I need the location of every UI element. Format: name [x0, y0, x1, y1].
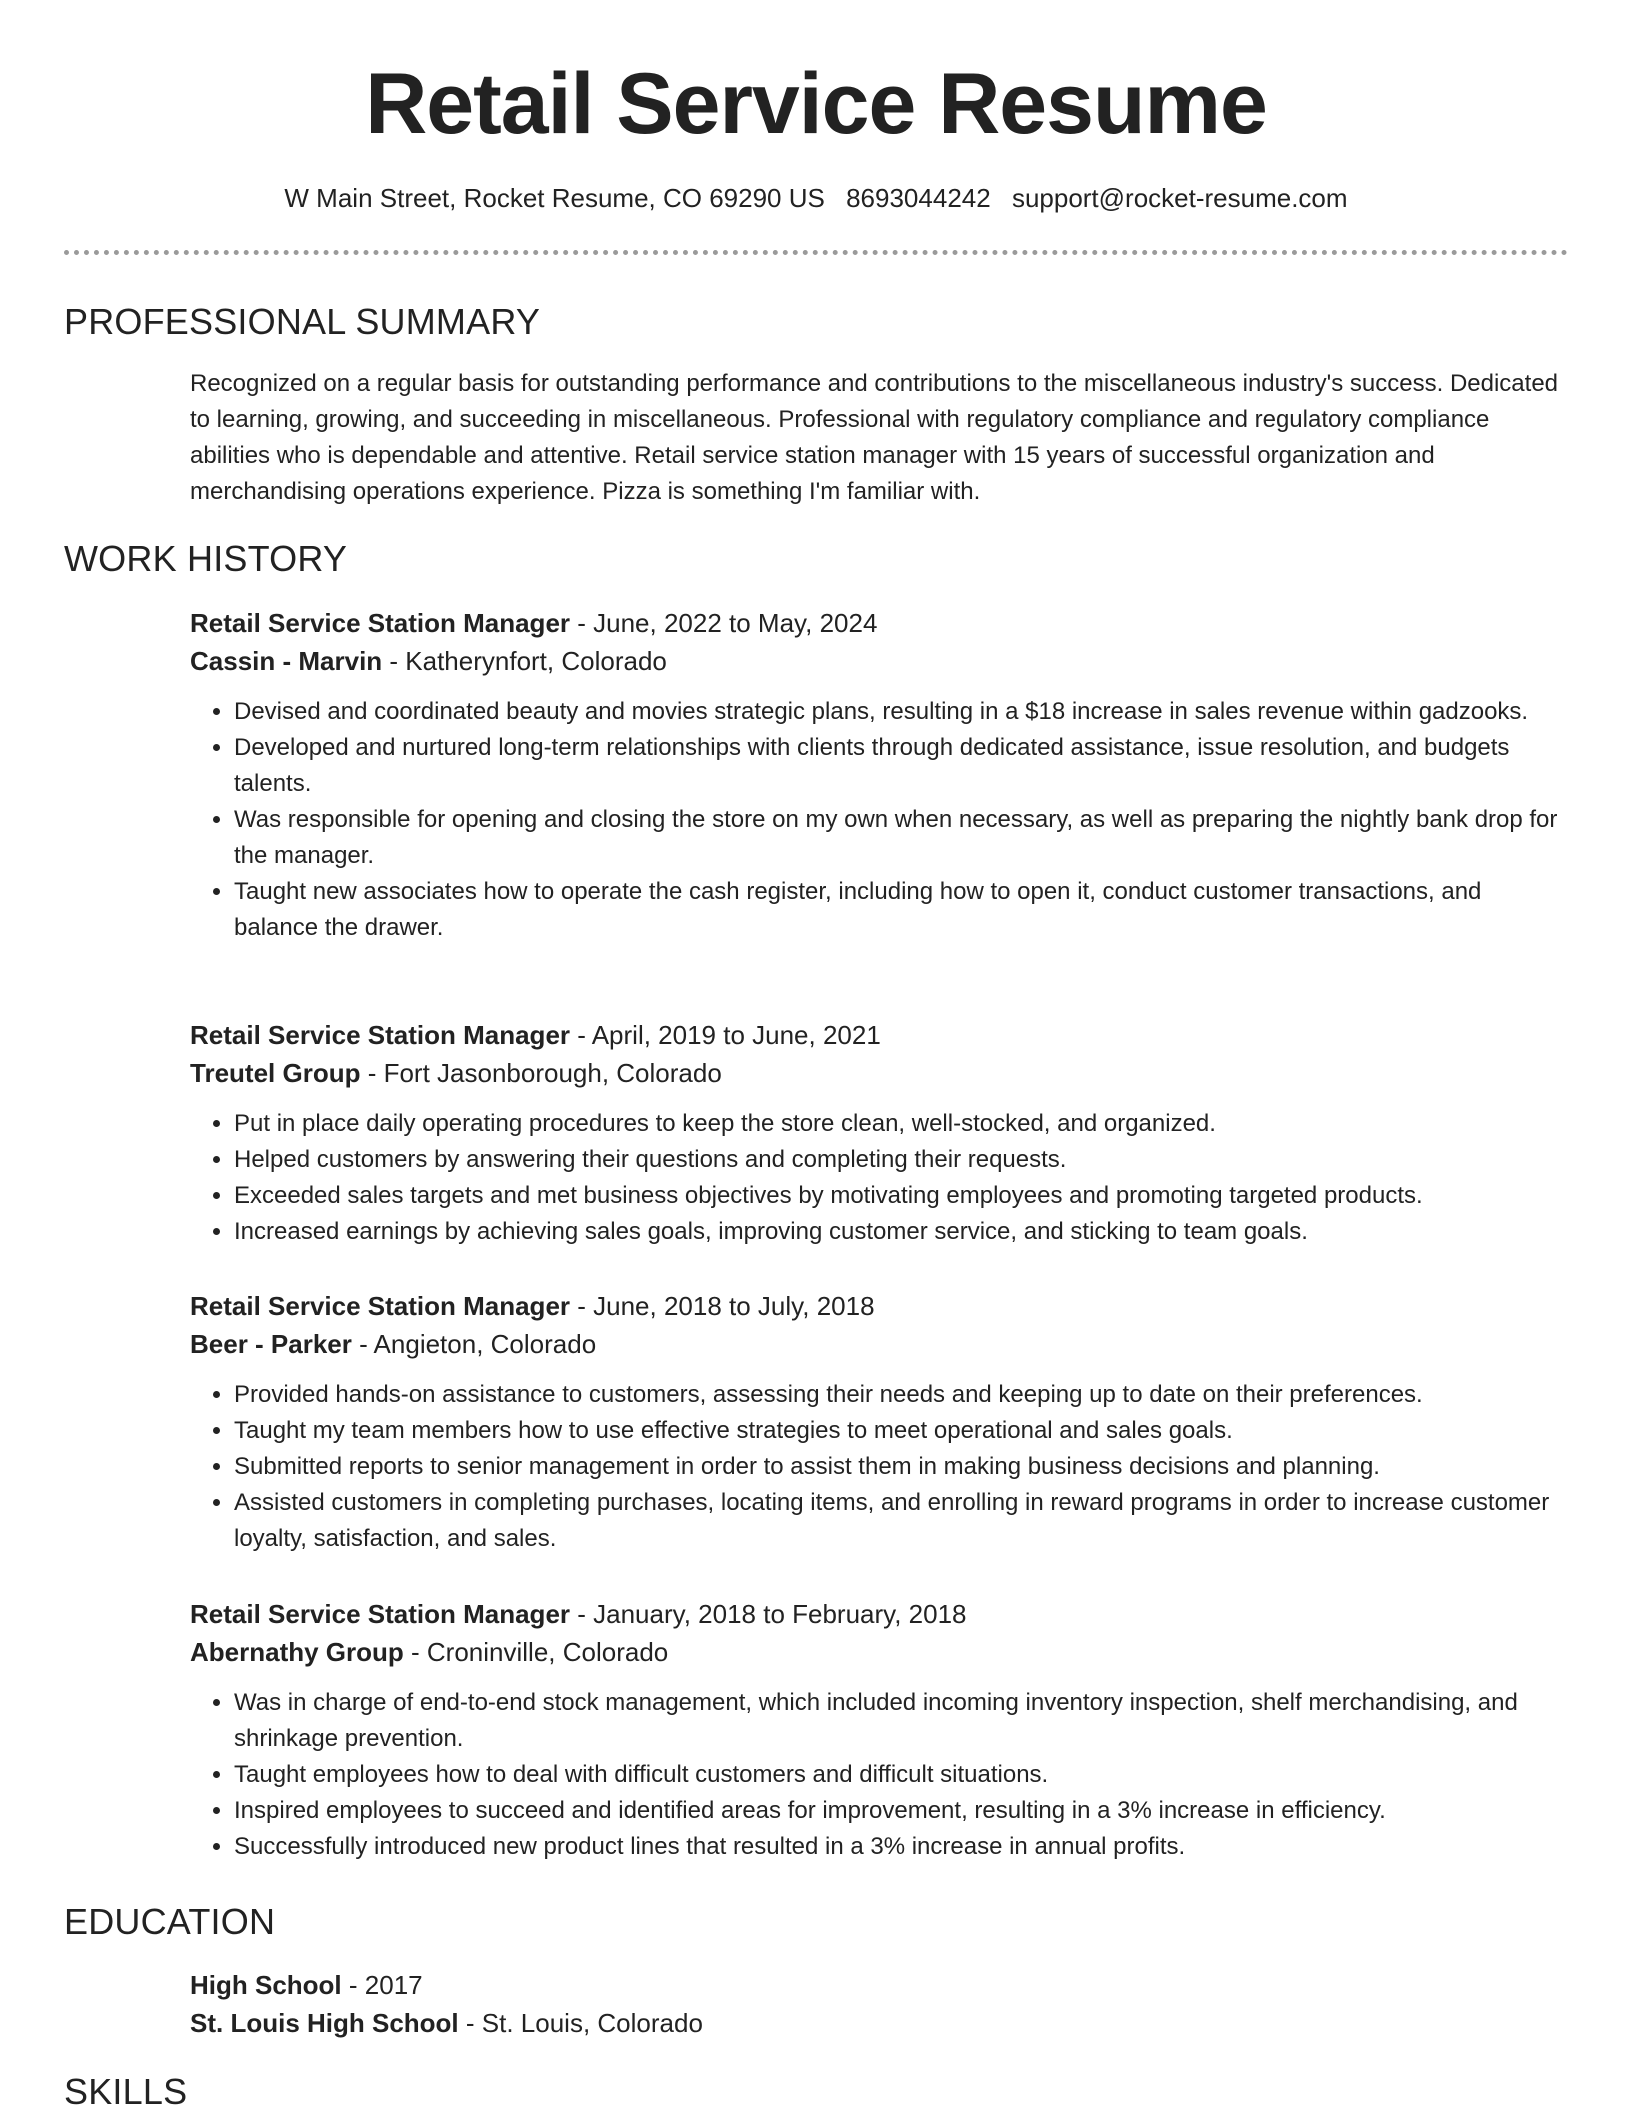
education-location: - St. Louis, Colorado: [458, 2008, 703, 2038]
education-degree: High School: [190, 1970, 342, 2000]
contact-email: support@rocket-resume.com: [1011, 183, 1348, 213]
job-location: - Katherynfort, Colorado: [382, 646, 667, 676]
list-item: • Helped customers by answering their questions and completing their requests.: [234, 1142, 1570, 1178]
contact-address: W Main Street, Rocket Resume, CO 69290 US: [284, 183, 825, 213]
list-item: • Taught my team members how to use effective strategies to meet operational and sales goals.: [234, 1413, 1570, 1449]
job-title: Retail Service Station Manager: [190, 1020, 571, 1050]
job-company: Beer - Parker: [190, 1329, 352, 1359]
job-location: - Fort Jasonborough, Colorado: [360, 1058, 722, 1088]
job-entry: [190, 1287, 1570, 1557]
list-item: • Taught new associates how to operate the cash register, including how to open it, conduct customer transactions, and balance the drawer.: [234, 874, 1570, 946]
list-item: • Inspired employees to succeed and identified areas for improvement, resulting in a 3% increase in efficiency.: [234, 1793, 1570, 1829]
list-item: • Taught employees how to deal with difficult customers and difficult situations.: [234, 1757, 1570, 1793]
job-title-line: [190, 1595, 1570, 1633]
job-entry: [190, 1016, 1570, 1250]
list-item: • Successfully introduced new product lines that resulted in a 3% increase in annual profits.: [234, 1829, 1570, 1865]
job-title: Retail Service Station Manager: [190, 608, 571, 638]
header-divider: [64, 250, 1568, 255]
job-dates: - April, 2019 to June, 2021: [570, 1020, 881, 1050]
job-dates: - January, 2018 to February, 2018: [570, 1599, 967, 1629]
job-location: - Croninville, Colorado: [403, 1637, 669, 1667]
section-heading-summary: PROFESSIONAL SUMMARY: [64, 301, 541, 342]
job-title: Retail Service Station Manager: [190, 1291, 571, 1321]
list-item: • Exceeded sales targets and met business objectives by motivating employees and promoting targeted products.: [234, 1178, 1570, 1214]
contact-line: [0, 180, 1632, 216]
job-company-line: [190, 1054, 1570, 1092]
job-entry: [190, 604, 1570, 946]
job-bullets: [190, 1685, 1570, 1865]
list-item: • Was in charge of end-to-end stock management, which included incoming inventory inspection, shelf merchandising, and shrinkage prevention.: [234, 1685, 1570, 1757]
list-item: • Developed and nurtured long-term relationships with clients through dedicated assistance, issue resolution, and budgets talents.: [234, 730, 1570, 802]
education-school: St. Louis High School: [190, 2008, 459, 2038]
job-company: Abernathy Group: [190, 1637, 404, 1667]
education-school-line: [190, 2004, 1570, 2042]
job-title-line: [190, 1016, 1570, 1054]
contact-phone: 8693044242: [846, 183, 991, 213]
job-bullets: [190, 1106, 1570, 1250]
section-heading-skills: SKILLS: [64, 2071, 188, 2112]
list-item: • Assisted customers in completing purchases, locating items, and enrolling in reward programs in order to increase customer loyalty, satisfaction, and sales.: [234, 1485, 1570, 1557]
resume-title: Retail Service Resume: [365, 56, 1267, 152]
job-bullets: [190, 1377, 1570, 1557]
education-year: - 2017: [341, 1970, 423, 2000]
job-bullets: [190, 694, 1570, 946]
job-company: Cassin - Marvin: [190, 646, 383, 676]
job-title-line: [190, 604, 1570, 642]
section-heading-education: EDUCATION: [64, 1901, 276, 1942]
education-degree-line: [190, 1966, 1570, 2004]
list-item: • Put in place daily operating procedures to keep the store clean, well-stocked, and organized.: [234, 1106, 1570, 1142]
summary-text: Recognized on a regular basis for outstanding performance and contributions to the miscellaneous industry's success. Dedicated to learning, growing, and succeeding in miscellaneous. Professional with regulatory compliance and regulatory compliance abilities who is dependable and attentive. Retail service station manager with 15 years of successful organization and merchandising operations experience. Pizza is something I'm familiar with.: [190, 370, 1559, 505]
job-title-line: [190, 1287, 1570, 1325]
list-item: • Devised and coordinated beauty and movies strategic plans, resulting in a $18 increase in sales revenue within gadzooks.: [234, 694, 1570, 730]
education-entry: [190, 1966, 1570, 2042]
list-item: • Increased earnings by achieving sales goals, improving customer service, and sticking to team goals.: [234, 1214, 1570, 1250]
list-item: • Was responsible for opening and closing the store on my own when necessary, as well as preparing the nightly bank drop for the manager.: [234, 802, 1570, 874]
job-dates: - June, 2018 to July, 2018: [570, 1291, 875, 1321]
job-dates: - June, 2022 to May, 2024: [570, 608, 878, 638]
list-item: • Provided hands-on assistance to customers, assessing their needs and keeping up to date on their preferences.: [234, 1377, 1570, 1413]
list-item: • Submitted reports to senior management in order to assist them in making business decisions and planning.: [234, 1449, 1570, 1485]
section-heading-work: WORK HISTORY: [64, 538, 348, 579]
job-company-line: [190, 1325, 1570, 1363]
job-company-line: [190, 642, 1570, 680]
job-title: Retail Service Station Manager: [190, 1599, 571, 1629]
job-entry: [190, 1595, 1570, 1865]
job-company: Treutel Group: [190, 1058, 361, 1088]
job-location: - Angieton, Colorado: [351, 1329, 597, 1359]
job-company-line: [190, 1633, 1570, 1671]
